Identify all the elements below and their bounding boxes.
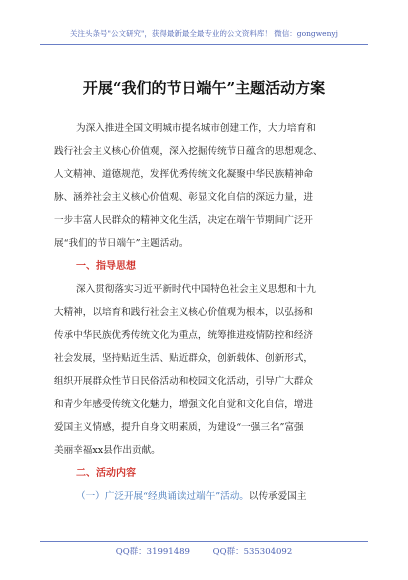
footer-qq-group-2: QQ群：535304092 [212,547,293,557]
footer [0,546,408,558]
subsection-1-label: （一）广泛开展“经典诵读过端午”活动。 [76,491,249,502]
document-title: 开展“我们的节日端午”主题活动方案 [82,79,326,97]
intro-line-3: 人文精神、道德规范，发挥优秀传统文化凝聚中华民族精神命 [54,169,314,180]
section1-line-5: 组织开展群众性节日民俗活动和校园文化活动，引导广大群众 [54,376,314,387]
section-heading-guiding: 一、指导思想 [76,261,136,272]
subsection-1 [76,491,306,503]
subsection-1-text: 以传承爱国主 [248,491,307,502]
section-heading-content: 二、活动内容 [76,468,136,479]
section1-line-2: 大精神，以培育和践行社会主义核心价值观为根本，以弘扬和 [54,307,314,318]
section1-line-4: 社会发展，坚持贴近生活、贴近群众，创新载体、创新形式， [54,353,314,364]
section1-line-8: 美丽幸福xx县作出贡献。 [54,445,161,456]
footer-divider [40,541,368,542]
section1-line-3: 传承中华民族优秀传统文化为重点，统筹推进疫情防控和经济 [54,330,314,341]
intro-line-6: 展“我们的节日端午”主题活动。 [54,238,189,249]
intro-line-5: 一步丰富人民群众的精神文化生活，决定在端午节期间广泛开 [54,215,314,226]
footer-qq-group-1: QQ群：31991489 [115,547,190,557]
section1-line-6: 和青少年感受传统文化魅力，增强文化自觉和文化自信，增进 [54,399,314,410]
intro-line-1: 为深入推进全国文明城市提名城市创建工作，大力培育和 [76,123,316,134]
intro-line-2: 践行社会主义核心价值观，深入挖掘传统节日蕴含的思想观念、 [54,146,323,157]
header-banner: 关注头条号"公文研究"，获得最新最全最专业的公文资料库！ 微信：gongwenyj [70,29,338,38]
header-divider [40,44,368,45]
section1-line-7: 爱国主义情感，提升自身文明素质，为建设“一强三名”富强 [54,422,304,433]
section1-line-1: 深入贯彻落实习近平新时代中国特色社会主义思想和十九 [76,284,316,295]
intro-line-4: 脉、涵养社会主义核心价值观、彰显文化自信的深远力量，进 [54,192,314,203]
